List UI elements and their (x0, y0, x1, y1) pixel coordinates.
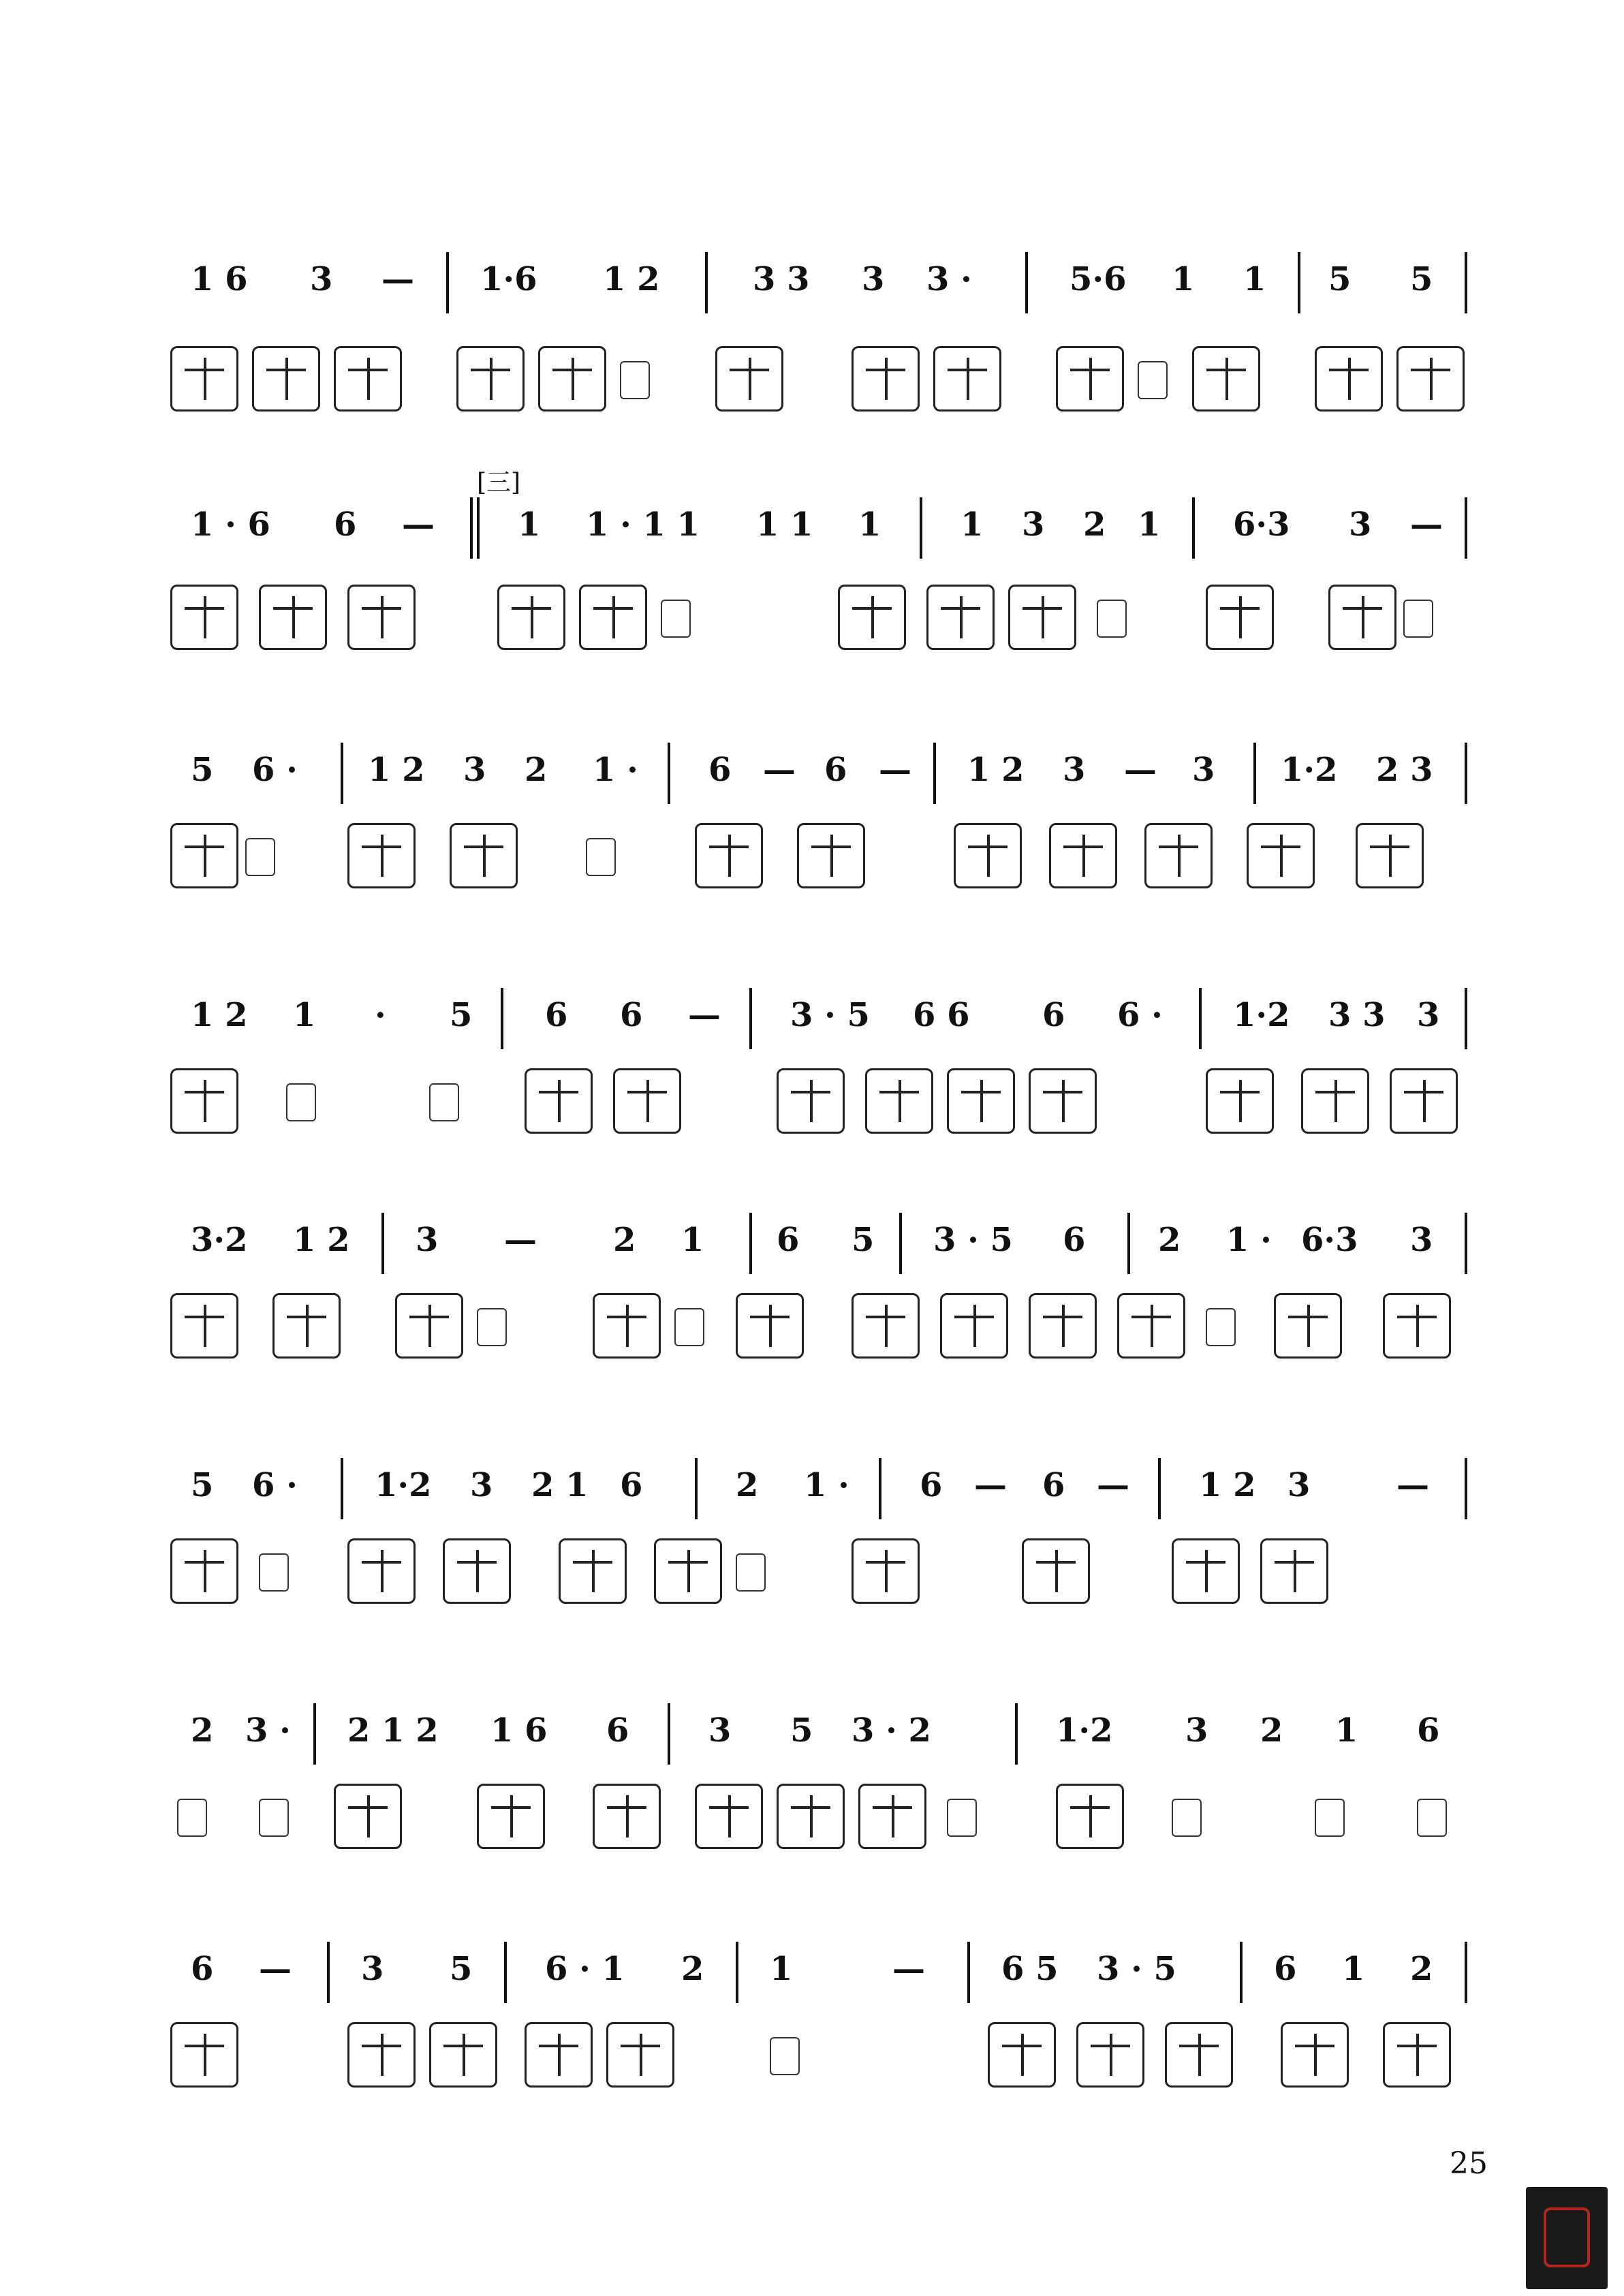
note: 6 (545, 996, 568, 1034)
note: 6 (708, 751, 732, 789)
tablature-glyph (1390, 1068, 1458, 1134)
tablature-glyph (1206, 585, 1274, 650)
note: — (402, 506, 435, 544)
tablature-glyph (852, 346, 920, 412)
note: 5 (1328, 260, 1352, 298)
note: 1 2 (191, 996, 248, 1034)
tablature-glyph (797, 823, 865, 888)
note: 3 (1063, 751, 1086, 789)
note: 6 · (252, 751, 298, 789)
tablature-annotation (1138, 361, 1168, 399)
note: — (974, 1466, 1007, 1504)
note: 2 (1083, 506, 1106, 544)
note: 6 · 1 (545, 1950, 625, 1988)
note: 5 (450, 996, 473, 1034)
tablature-glyph (272, 1293, 341, 1359)
tablature-glyph (579, 585, 647, 650)
tablature-glyph (170, 823, 238, 888)
tablature-glyph (1301, 1068, 1369, 1134)
tablature-glyph (606, 2022, 674, 2088)
note: 1 1 (756, 506, 813, 544)
tablature-glyph (1008, 585, 1076, 650)
tablature-row (170, 1526, 1478, 1615)
note: 1·2 (375, 1466, 432, 1504)
barline (446, 252, 449, 313)
note: 3 · 2 (852, 1711, 931, 1750)
note: — (259, 1950, 292, 1988)
tablature-annotation (177, 1799, 207, 1837)
tablature-glyph (1383, 1293, 1451, 1359)
tablature-glyph (1260, 1538, 1328, 1604)
notation-row (177, 491, 1471, 572)
barline (1192, 497, 1195, 559)
tablature-glyph (1396, 346, 1465, 412)
tablature-glyph (395, 1293, 463, 1359)
barline (341, 743, 343, 804)
tablature-annotation (245, 838, 275, 876)
note: 6 (1274, 1950, 1297, 1988)
note: — (1396, 1466, 1429, 1504)
note: 1 (518, 506, 541, 544)
note: 6 6 (913, 996, 970, 1034)
note: 2 (613, 1221, 636, 1259)
note: 3 (862, 260, 885, 298)
tablature-glyph (347, 1538, 416, 1604)
notation-row (177, 981, 1471, 1063)
tablature-glyph (334, 346, 402, 412)
note: 2 1 (531, 1466, 589, 1504)
note: — (892, 1950, 925, 1988)
note: 3 (1185, 1711, 1208, 1750)
note: 3 (1022, 506, 1045, 544)
tablature-glyph (1206, 1068, 1274, 1134)
tablature-glyph (450, 823, 518, 888)
tablature-glyph (1029, 1293, 1097, 1359)
notation-row (177, 1696, 1471, 1778)
tablature-glyph (593, 1784, 661, 1849)
note: 1·6 (480, 260, 537, 298)
barline (668, 743, 670, 804)
note: 1 · 1 1 (586, 506, 700, 544)
tablature-glyph (1056, 346, 1124, 412)
barline (1025, 252, 1028, 313)
tablature-glyph (1192, 346, 1260, 412)
notation-row (177, 736, 1471, 818)
barline (967, 1942, 970, 2003)
section-marker: [三] (477, 469, 521, 497)
note: 5·6 (1069, 260, 1127, 298)
barline (1253, 743, 1256, 804)
note: 3 (1410, 1221, 1433, 1259)
tablature-glyph (170, 346, 238, 412)
note: 1·2 (1281, 751, 1338, 789)
note: 6·3 (1233, 506, 1290, 544)
barline (1240, 1942, 1243, 2003)
tablature-glyph (926, 585, 995, 650)
note: · (375, 996, 386, 1034)
note: 3 3 (1328, 996, 1386, 1034)
note: 2 (1158, 1221, 1181, 1259)
tablature-annotation (477, 1308, 507, 1346)
note: 6 (1042, 996, 1065, 1034)
note: 1 (770, 1950, 793, 1988)
note: 3 (1349, 506, 1372, 544)
note: 3 (470, 1466, 493, 1504)
tablature-glyph (940, 1293, 1008, 1359)
seal-stamp-image (1526, 2187, 1608, 2289)
tablature-row (170, 2010, 1478, 2098)
tablature-glyph (347, 2022, 416, 2088)
note: 6 5 (1001, 1950, 1059, 1988)
barline (1199, 988, 1202, 1049)
tablature-glyph (259, 585, 327, 650)
tablature-annotation (1315, 1799, 1345, 1837)
note: — (1410, 506, 1443, 544)
note: 5 (191, 1466, 214, 1504)
tablature-annotation (661, 600, 691, 638)
note: 2 (1410, 1950, 1433, 1988)
note: 3 (1417, 996, 1440, 1034)
note: 1 (961, 506, 984, 544)
note: 3 · 5 (1097, 1950, 1176, 1988)
note: 6 (620, 996, 643, 1034)
tablature-glyph (497, 585, 565, 650)
barline (705, 252, 708, 313)
note: 1 (293, 996, 316, 1034)
tablature-glyph (1049, 823, 1117, 888)
note: 1 · (804, 1466, 849, 1504)
note: 1 (1243, 260, 1266, 298)
note: 1·2 (1056, 1711, 1113, 1750)
barline (1127, 1213, 1130, 1274)
tablature-glyph (252, 346, 320, 412)
barline (1015, 1703, 1018, 1765)
tablature-glyph (1165, 2022, 1233, 2088)
tablature-row (170, 811, 1478, 899)
tablature-glyph (1281, 2022, 1349, 2088)
note: — (688, 996, 721, 1034)
tablature-annotation (1403, 600, 1433, 638)
barline (381, 1213, 384, 1274)
tablature-row (170, 1056, 1478, 1145)
tablature-glyph (170, 1293, 238, 1359)
tablature-glyph (838, 585, 906, 650)
tablature-glyph (347, 585, 416, 650)
tablature-glyph (456, 346, 525, 412)
note: 3 (463, 751, 486, 789)
tablature-glyph (1383, 2022, 1451, 2088)
double-barline (470, 497, 480, 559)
note: 5 (450, 1950, 473, 1988)
note: — (504, 1221, 537, 1259)
note: 3 (310, 260, 333, 298)
tablature-annotation (1206, 1308, 1236, 1346)
note: — (1097, 1466, 1129, 1504)
note: 6·3 (1301, 1221, 1358, 1259)
note: 1 · (1226, 1221, 1272, 1259)
tablature-glyph (170, 2022, 238, 2088)
note: 3 (708, 1711, 732, 1750)
note: 3 · (245, 1711, 291, 1750)
tablature-glyph (1022, 1538, 1090, 1604)
barline (920, 497, 922, 559)
note: 1 · 6 (191, 506, 270, 544)
tablature-glyph (347, 823, 416, 888)
tablature-glyph (852, 1538, 920, 1604)
note: 1 2 (603, 260, 660, 298)
barline (341, 1458, 343, 1519)
note: 6 · (1117, 996, 1163, 1034)
tablature-glyph (525, 1068, 593, 1134)
note: 3 (361, 1950, 384, 1988)
tablature-glyph (170, 1538, 238, 1604)
note: — (879, 751, 911, 789)
note: — (1124, 751, 1157, 789)
tablature-glyph (593, 1293, 661, 1359)
tablature-annotation (259, 1799, 289, 1837)
tablature-glyph (1274, 1293, 1342, 1359)
barline (1158, 1458, 1161, 1519)
note: 2 3 (1376, 751, 1433, 789)
note: 1 6 (490, 1711, 548, 1750)
tablature-glyph (865, 1068, 933, 1134)
note: 6 (1417, 1711, 1440, 1750)
tablature-glyph (852, 1293, 920, 1359)
tablature-glyph (1117, 1293, 1185, 1359)
tablature-glyph (538, 346, 606, 412)
tablature-annotation (947, 1799, 977, 1837)
barline (1465, 988, 1467, 1049)
tablature-glyph (1356, 823, 1424, 888)
barline (1465, 743, 1467, 804)
barline (1465, 252, 1467, 313)
notation-row (177, 1451, 1471, 1533)
note: 1 2 (293, 1221, 350, 1259)
note: 1 · (593, 751, 638, 789)
note: 1 2 (1199, 1466, 1256, 1504)
tablature-glyph (695, 1784, 763, 1849)
barline (327, 1942, 330, 2003)
note: 1·2 (1233, 996, 1290, 1034)
notation-row (177, 1935, 1471, 2017)
note: — (381, 260, 414, 298)
note: 1 (1138, 506, 1161, 544)
tablature-glyph (477, 1784, 545, 1849)
note: 6 (920, 1466, 943, 1504)
tablature-glyph (1144, 823, 1213, 888)
barline (879, 1458, 881, 1519)
tablature-glyph (715, 346, 783, 412)
tablature-glyph (170, 585, 238, 650)
tablature-annotation (674, 1308, 704, 1346)
tablature-annotation (770, 2037, 800, 2075)
note: 5 (852, 1221, 875, 1259)
tablature-glyph (947, 1068, 1015, 1134)
tablature-row (170, 1281, 1478, 1369)
tablature-glyph (1315, 346, 1383, 412)
note: 2 (191, 1711, 214, 1750)
tablature-annotation (1172, 1799, 1202, 1837)
note: — (763, 751, 796, 789)
note: 1 (858, 506, 881, 544)
note: 6 (191, 1950, 214, 1988)
tablature-glyph (777, 1068, 845, 1134)
tablature-glyph (1247, 823, 1315, 888)
tablature-annotation (429, 1083, 459, 1121)
note: 3·2 (191, 1221, 248, 1259)
tablature-glyph (1172, 1538, 1240, 1604)
tablature-glyph (334, 1784, 402, 1849)
note: 3 (1287, 1466, 1311, 1504)
note: 6 (606, 1711, 629, 1750)
notation-row (177, 245, 1471, 327)
tablature-glyph (777, 1784, 845, 1849)
note: 3 (1192, 751, 1215, 789)
tablature-glyph (1029, 1068, 1097, 1134)
note: 2 (681, 1950, 704, 1988)
tablature-glyph (933, 346, 1001, 412)
tablature-glyph (1328, 585, 1396, 650)
tablature-glyph (525, 2022, 593, 2088)
note: 6 · (252, 1466, 298, 1504)
note: 2 (525, 751, 548, 789)
page-number: 25 (1450, 2146, 1488, 2181)
tablature-glyph (695, 823, 763, 888)
tablature-glyph (954, 823, 1022, 888)
tablature-glyph (1076, 2022, 1144, 2088)
note: 6 (777, 1221, 800, 1259)
notation-row (177, 1206, 1471, 1288)
barline (749, 1213, 752, 1274)
tablature-annotation (736, 1553, 766, 1592)
note: 1 (1172, 260, 1195, 298)
note: 2 1 2 (347, 1711, 439, 1750)
tablature-glyph (858, 1784, 926, 1849)
tablature-row (170, 572, 1478, 661)
tablature-glyph (559, 1538, 627, 1604)
tablature-glyph (170, 1068, 238, 1134)
tablature-annotation (259, 1553, 289, 1592)
barline (736, 1942, 738, 2003)
barline (1465, 1458, 1467, 1519)
note: 6 (620, 1466, 643, 1504)
barline (504, 1942, 507, 2003)
tablature-annotation (1417, 1799, 1447, 1837)
note: 5 (790, 1711, 813, 1750)
tablature-glyph (443, 1538, 511, 1604)
note: 2 (736, 1466, 759, 1504)
note: 1 (681, 1221, 704, 1259)
barline (933, 743, 936, 804)
tablature-annotation (286, 1083, 316, 1121)
barline (749, 988, 752, 1049)
note: 6 (1063, 1221, 1086, 1259)
note: 6 (824, 751, 847, 789)
note: 6 (1042, 1466, 1065, 1504)
barline (695, 1458, 698, 1519)
barline (501, 988, 503, 1049)
note: 5 (191, 751, 214, 789)
tablature-row (170, 1771, 1478, 1860)
tablature-glyph (654, 1538, 722, 1604)
tablature-annotation (620, 361, 650, 399)
barline (1465, 497, 1467, 559)
tablature-glyph (988, 2022, 1056, 2088)
note: 1 2 (368, 751, 425, 789)
barline (313, 1703, 316, 1765)
note: 1 (1335, 1711, 1358, 1750)
note: 3 · 5 (790, 996, 870, 1034)
barline (899, 1213, 902, 1274)
note: 1 2 (967, 751, 1025, 789)
tablature-glyph (429, 2022, 497, 2088)
note: 1 6 (191, 260, 248, 298)
tablature-glyph (613, 1068, 681, 1134)
note: 3 (416, 1221, 439, 1259)
tablature-glyph (1056, 1784, 1124, 1849)
barline (668, 1703, 670, 1765)
note: 6 (334, 506, 357, 544)
tablature-glyph (736, 1293, 804, 1359)
barline (1465, 1213, 1467, 1274)
barline (1298, 252, 1300, 313)
note: 2 (1260, 1711, 1283, 1750)
note: 3 · (926, 260, 972, 298)
note: 3 3 (753, 260, 810, 298)
tablature-annotation (586, 838, 616, 876)
note: 5 (1410, 260, 1433, 298)
note: 1 (1342, 1950, 1365, 1988)
tablature-annotation (1097, 600, 1127, 638)
tablature-row (170, 334, 1478, 422)
note: 3 · 5 (933, 1221, 1013, 1259)
barline (1465, 1942, 1467, 2003)
